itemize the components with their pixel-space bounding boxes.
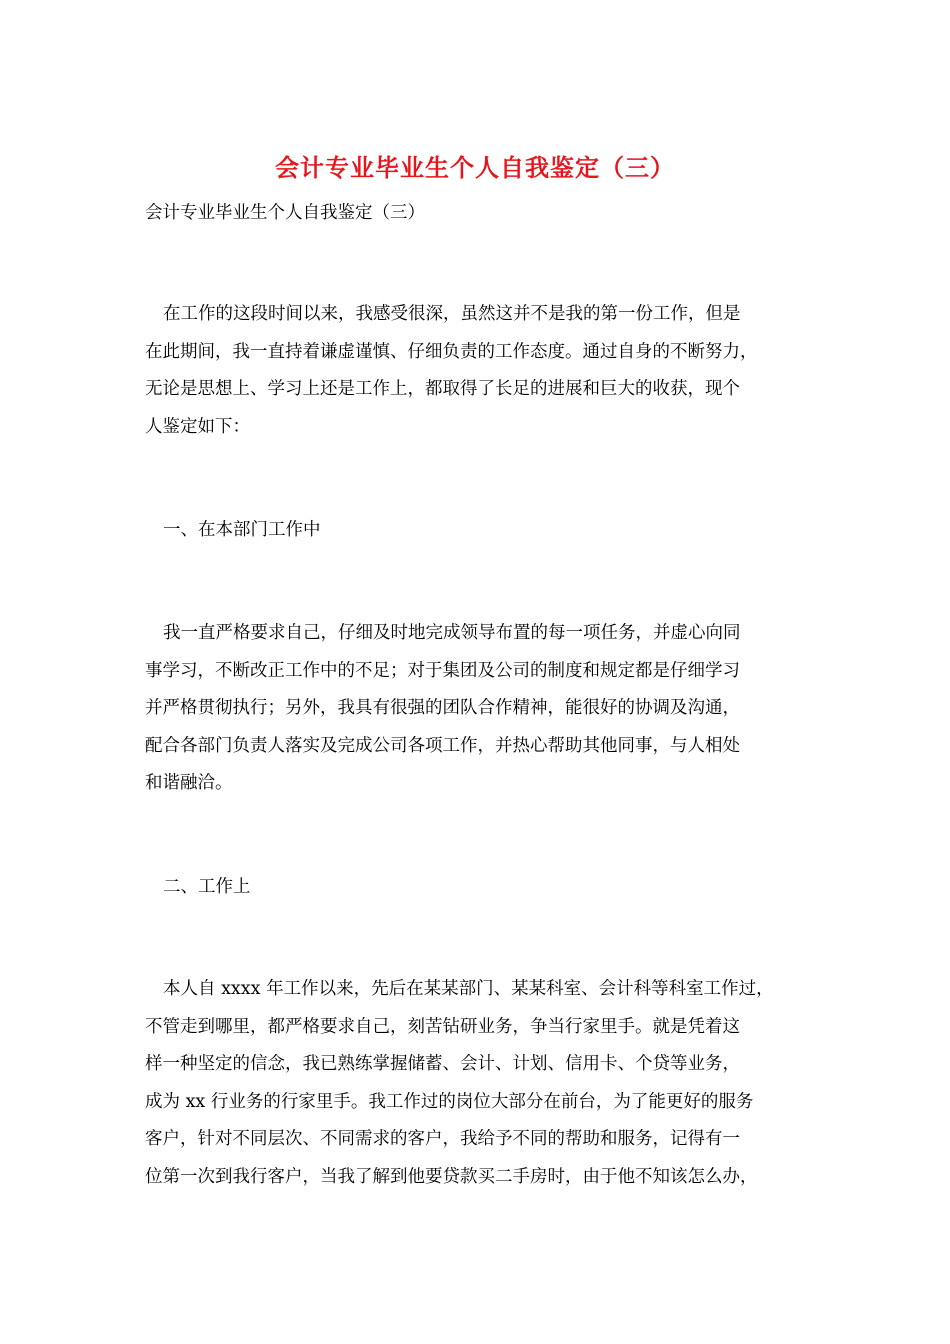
- document-title: 会计专业毕业生个人自我鉴定（三）: [275, 153, 675, 182]
- section2-line: 客户，针对不同层次、不同需求的客户，我给予不同的帮助和服务，记得有一: [145, 1129, 740, 1149]
- section2-line: 样一种坚定的信念，我已熟练掌握储蓄、会计、计划、信用卡、个贷等业务，: [145, 1054, 740, 1074]
- section1-line: 并严格贯彻执行；另外，我具有很强的团队合作精神，能很好的协调及沟通，: [145, 698, 740, 718]
- section1-paragraph: [145, 620, 815, 808]
- intro-line: 在工作的这段时间以来，我感受很深，虽然这并不是我的第一份工作，但是: [163, 304, 741, 324]
- section1-line: 事学习，不断改正工作中的不足；对于集团及公司的制度和规定都是仔细学习: [145, 660, 740, 681]
- section1-heading: 一、在本部门工作中: [163, 520, 321, 540]
- section2-line: 位第一次到我行客户，当我了解到他要贷款买二手房时，由于他不知该怎么办，: [145, 1166, 758, 1187]
- section1-line: 我一直严格要求自己，仔细及时地完成领导布置的每一项任务，并虚心向同: [163, 623, 741, 643]
- section2-line: 成为 xx 行业务的行家里手。我工作过的岗位大部分在前台，为了能更好的服务: [145, 1091, 754, 1112]
- section2-line: 本人自 xxxx 年工作以来，先后在某某部门、某某科室、会计科等科室工作过，: [163, 979, 774, 999]
- intro-paragraph: [145, 301, 815, 451]
- intro-line: 无论是思想上、学习上还是工作上，都取得了长足的进展和巨大的收获，现个: [145, 379, 740, 399]
- document-subtitle: 会计专业毕业生个人自我鉴定（三）: [145, 203, 425, 223]
- section2-paragraph: [145, 976, 815, 1201]
- section2-heading: 二、工作上: [163, 877, 251, 897]
- intro-line: 在此期间，我一直持着谦虚谨慎、仔细负责的工作态度。通过自身的不断努力，: [145, 341, 758, 362]
- section1-line: 配合各部门负责人落实及完成公司各项工作，并热心帮助其他同事，与人相处: [145, 735, 740, 756]
- intro-line: 人鉴定如下：: [145, 416, 250, 437]
- section2-line: 不管走到哪里，都严格要求自己，刻苦钻研业务，争当行家里手。就是凭着这: [145, 1016, 740, 1037]
- section1-line: 和谐融洽。: [145, 773, 233, 793]
